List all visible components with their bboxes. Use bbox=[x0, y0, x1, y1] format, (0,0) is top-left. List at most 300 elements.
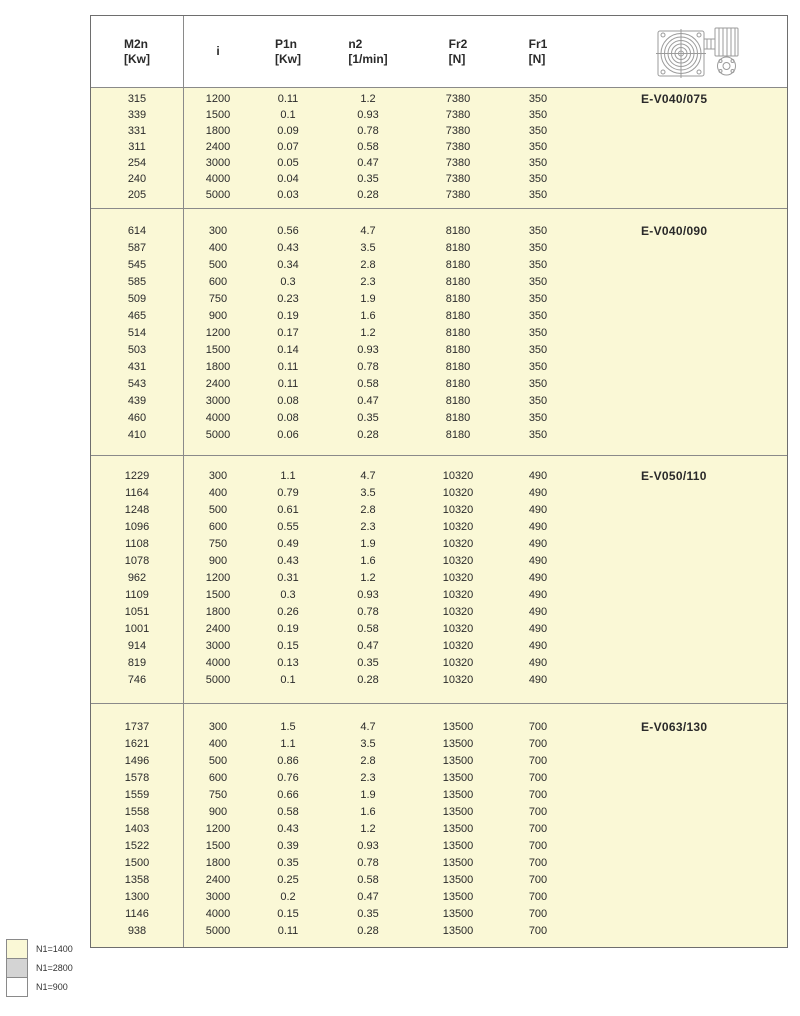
table-cell: 0.08 bbox=[277, 394, 299, 407]
table-row bbox=[91, 324, 787, 341]
table-cell: 10320 bbox=[442, 537, 474, 550]
model-label-spacer bbox=[573, 273, 787, 290]
table-cell: 0.35 bbox=[357, 173, 379, 185]
table-cell: 0.43 bbox=[277, 822, 299, 835]
table-row bbox=[91, 256, 787, 273]
table-cell: 1200 bbox=[205, 93, 231, 105]
table-cell: 0.35 bbox=[357, 411, 379, 424]
table-cell: 350 bbox=[528, 394, 548, 407]
table-cell: 465 bbox=[127, 309, 147, 322]
col-header-i-label: i bbox=[216, 44, 220, 58]
table-cell: 1.5 bbox=[280, 720, 296, 733]
table-cell: 5000 bbox=[205, 428, 231, 441]
table-row bbox=[91, 837, 787, 854]
table-cell: 0.13 bbox=[277, 656, 299, 669]
table-cell: 350 bbox=[528, 141, 548, 153]
table-cell: 1108 bbox=[125, 537, 149, 550]
table-cell: 1.6 bbox=[360, 554, 376, 567]
table-row bbox=[91, 671, 787, 688]
table-cell: 2.8 bbox=[360, 503, 376, 516]
col-header-fr2-unit: [N] bbox=[448, 51, 466, 66]
table-cell: 700 bbox=[528, 873, 548, 886]
table-cell: 4000 bbox=[205, 656, 231, 669]
table-cell: 1300 bbox=[124, 890, 150, 903]
table-cell: 0.78 bbox=[357, 125, 379, 137]
table-row bbox=[91, 187, 787, 203]
table-cell: 1078 bbox=[124, 554, 150, 567]
table-cell: 431 bbox=[127, 360, 147, 373]
model-label-spacer bbox=[573, 654, 787, 671]
table-cell: 1800 bbox=[205, 856, 231, 869]
table-cell: 8180 bbox=[445, 241, 471, 254]
table-row bbox=[91, 239, 787, 256]
table-cell: 700 bbox=[528, 754, 548, 767]
table-cell: 1109 bbox=[125, 588, 149, 601]
model-label-spacer bbox=[573, 518, 787, 535]
table-cell: 350 bbox=[528, 360, 548, 373]
table-cell: 0.78 bbox=[357, 856, 379, 869]
table-cell: 13500 bbox=[442, 924, 474, 937]
table-cell: 490 bbox=[528, 622, 548, 635]
table-cell: 2.3 bbox=[360, 275, 376, 288]
table-cell: 1200 bbox=[205, 571, 231, 584]
table-row bbox=[91, 375, 787, 392]
table-cell: 938 bbox=[127, 924, 147, 937]
table-row bbox=[91, 91, 787, 107]
table-cell: 0.05 bbox=[277, 157, 299, 169]
table-cell: 13500 bbox=[442, 720, 474, 733]
table-cell: 8180 bbox=[445, 343, 471, 356]
model-label-spacer bbox=[573, 620, 787, 637]
table-cell: 13500 bbox=[442, 822, 474, 835]
table-cell: 8180 bbox=[445, 275, 471, 288]
table-row bbox=[91, 888, 787, 905]
col-header-n2-label: n2 bbox=[348, 36, 363, 51]
table-cell: 1500 bbox=[205, 839, 231, 852]
table-cell: 10320 bbox=[442, 622, 474, 635]
table-cell: 350 bbox=[528, 343, 548, 356]
table-cell: 350 bbox=[528, 157, 548, 169]
table-cell: 350 bbox=[528, 411, 548, 424]
table-cell: 350 bbox=[528, 224, 548, 237]
table-cell: 350 bbox=[528, 189, 548, 201]
table-cell: 490 bbox=[528, 571, 548, 584]
table-cell: 500 bbox=[208, 503, 228, 516]
table-cell: 13500 bbox=[442, 737, 474, 750]
table-cell: 0.34 bbox=[277, 258, 299, 271]
col-header-product-image bbox=[573, 16, 787, 87]
model-label-spacer bbox=[573, 569, 787, 586]
table-cell: 350 bbox=[528, 109, 548, 121]
table-cell: 490 bbox=[528, 486, 548, 499]
table-cell: 700 bbox=[528, 924, 548, 937]
table-cell: 0.15 bbox=[277, 907, 299, 920]
table-row bbox=[91, 426, 787, 443]
table-cell: 1.2 bbox=[360, 93, 376, 105]
table-cell: 2.8 bbox=[360, 754, 376, 767]
table-cell: 0.61 bbox=[277, 503, 299, 516]
table-cell: 700 bbox=[528, 822, 548, 835]
table-cell: 1.6 bbox=[360, 309, 376, 322]
table-row bbox=[91, 222, 787, 239]
table-row bbox=[91, 620, 787, 637]
legend-swatch bbox=[6, 939, 28, 959]
table-row bbox=[91, 123, 787, 139]
model-label-spacer bbox=[573, 375, 787, 392]
legend-label: N1=2800 bbox=[36, 963, 73, 973]
legend-label: N1=1400 bbox=[36, 944, 73, 954]
table-cell: 1500 bbox=[205, 109, 231, 121]
table-cell: 0.35 bbox=[357, 656, 379, 669]
speed-color-legend bbox=[6, 939, 73, 997]
table-cell: 2400 bbox=[205, 141, 231, 153]
table-row bbox=[91, 603, 787, 620]
table-cell: 350 bbox=[528, 428, 548, 441]
table-cell: 0.58 bbox=[357, 377, 379, 390]
gearmotor-spec-table bbox=[90, 15, 788, 948]
col-header-n2 bbox=[323, 16, 413, 87]
table-cell: 0.78 bbox=[357, 360, 379, 373]
table-cell: 4000 bbox=[205, 173, 231, 185]
table-cell: 7380 bbox=[445, 109, 471, 121]
table-row bbox=[91, 552, 787, 569]
model-label-spacer bbox=[573, 501, 787, 518]
table-cell: 0.79 bbox=[277, 486, 299, 499]
table-cell: 10320 bbox=[442, 520, 474, 533]
table-cell: 7380 bbox=[445, 157, 471, 169]
table-cell: 0.39 bbox=[277, 839, 299, 852]
model-label-spacer bbox=[573, 324, 787, 341]
table-cell: 1.2 bbox=[360, 326, 376, 339]
table-cell: 0.17 bbox=[277, 326, 299, 339]
table-cell: 2400 bbox=[205, 622, 231, 635]
table-cell: 0.11 bbox=[277, 377, 299, 390]
table-cell: 240 bbox=[127, 173, 147, 185]
table-cell: 900 bbox=[208, 805, 228, 818]
table-cell: 0.2 bbox=[280, 890, 296, 903]
table-cell: 490 bbox=[528, 673, 548, 686]
table-block bbox=[91, 209, 787, 456]
table-cell: 700 bbox=[528, 788, 548, 801]
legend-swatch bbox=[6, 977, 28, 997]
table-cell: 1051 bbox=[124, 605, 150, 618]
table-cell: 8180 bbox=[445, 258, 471, 271]
table-cell: 0.47 bbox=[357, 639, 379, 652]
table-cell: 8180 bbox=[445, 360, 471, 373]
model-label: E-V050/110 bbox=[641, 468, 707, 483]
table-cell: 400 bbox=[208, 737, 228, 750]
table-row bbox=[91, 654, 787, 671]
table-cell: 4.7 bbox=[360, 720, 376, 733]
table-cell: 400 bbox=[208, 486, 228, 499]
table-cell: 350 bbox=[528, 241, 548, 254]
table-cell: 0.28 bbox=[357, 924, 379, 937]
table-row bbox=[91, 569, 787, 586]
table-cell: 5000 bbox=[205, 924, 231, 937]
table-cell: 1559 bbox=[124, 788, 150, 801]
table-cell: 4.7 bbox=[360, 224, 376, 237]
table-cell: 500 bbox=[208, 258, 228, 271]
table-cell: 8180 bbox=[445, 309, 471, 322]
table-row bbox=[91, 501, 787, 518]
table-row bbox=[91, 290, 787, 307]
table-cell: 350 bbox=[528, 93, 548, 105]
table-cell: 0.26 bbox=[277, 605, 299, 618]
col-header-m2n-label: M2n bbox=[124, 36, 148, 51]
table-row bbox=[91, 392, 787, 409]
model-label-spacer bbox=[573, 905, 787, 922]
model-label-spacer bbox=[573, 803, 787, 820]
model-label-spacer bbox=[573, 820, 787, 837]
table-cell: 614 bbox=[127, 224, 147, 237]
table-cell: 460 bbox=[127, 411, 147, 424]
col-header-n2-unit: [1/min] bbox=[348, 51, 388, 66]
table-cell: 490 bbox=[528, 520, 548, 533]
model-label-spacer bbox=[573, 171, 787, 187]
table-cell: 1.2 bbox=[360, 822, 376, 835]
table-cell: 700 bbox=[528, 737, 548, 750]
table-cell: 0.03 bbox=[277, 189, 299, 201]
col-header-fr1-unit: [N] bbox=[528, 51, 546, 66]
table-row bbox=[91, 307, 787, 324]
table-cell: 0.35 bbox=[277, 856, 299, 869]
table-cell: 750 bbox=[208, 788, 228, 801]
model-label-spacer bbox=[573, 341, 787, 358]
table-row bbox=[91, 786, 787, 803]
table-row bbox=[91, 467, 787, 484]
table-cell: 0.07 bbox=[277, 141, 299, 153]
table-cell: 10320 bbox=[442, 554, 474, 567]
table-cell: 503 bbox=[127, 343, 147, 356]
table-cell: 3.5 bbox=[360, 737, 376, 750]
table-cell: 0.04 bbox=[277, 173, 299, 185]
table-cell: 514 bbox=[127, 326, 147, 339]
table-row bbox=[91, 341, 787, 358]
table-cell: 7380 bbox=[445, 173, 471, 185]
table-cell: 10320 bbox=[442, 486, 474, 499]
table-cell: 7380 bbox=[445, 125, 471, 137]
legend-item bbox=[6, 958, 73, 978]
table-cell: 350 bbox=[528, 173, 548, 185]
table-cell: 350 bbox=[528, 292, 548, 305]
table-cell: 10320 bbox=[442, 673, 474, 686]
table-cell: 585 bbox=[127, 275, 147, 288]
table-row bbox=[91, 871, 787, 888]
table-cell: 13500 bbox=[442, 754, 474, 767]
table-cell: 3000 bbox=[205, 639, 231, 652]
table-cell: 350 bbox=[528, 309, 548, 322]
table-cell: 0.11 bbox=[277, 93, 299, 105]
col-header-m2n-unit: [Kw] bbox=[124, 51, 150, 66]
table-cell: 587 bbox=[127, 241, 147, 254]
table-cell: 0.35 bbox=[357, 907, 379, 920]
table-cell: 10320 bbox=[442, 571, 474, 584]
model-label-spacer bbox=[573, 426, 787, 443]
table-cell: 490 bbox=[528, 554, 548, 567]
table-cell: 0.11 bbox=[277, 924, 299, 937]
table-cell: 1558 bbox=[124, 805, 150, 818]
model-label: E-V063/130 bbox=[641, 719, 708, 734]
table-cell: 10320 bbox=[442, 469, 474, 482]
table-cell: 339 bbox=[127, 109, 147, 121]
table-cell: 1200 bbox=[205, 326, 231, 339]
table-cell: 13500 bbox=[442, 771, 474, 784]
col-header-i bbox=[183, 16, 253, 87]
table-cell: 10320 bbox=[442, 639, 474, 652]
model-label-spacer bbox=[573, 155, 787, 171]
table-cell: 8180 bbox=[445, 326, 471, 339]
legend-label: N1=900 bbox=[36, 982, 68, 992]
table-cell: 1500 bbox=[205, 343, 231, 356]
table-cell: 3.5 bbox=[360, 486, 376, 499]
model-label-spacer bbox=[573, 735, 787, 752]
table-cell: 0.31 bbox=[277, 571, 299, 584]
model-label-spacer bbox=[573, 187, 787, 203]
table-cell: 750 bbox=[208, 292, 228, 305]
table-cell: 0.08 bbox=[277, 411, 299, 424]
table-cell: 700 bbox=[528, 805, 548, 818]
table-cell: 490 bbox=[528, 469, 548, 482]
table-cell: 819 bbox=[127, 656, 147, 669]
table-block bbox=[91, 704, 787, 952]
col-header-p1n-unit: [Kw] bbox=[275, 51, 301, 66]
model-label-spacer bbox=[573, 671, 787, 688]
table-cell: 0.14 bbox=[277, 343, 299, 356]
table-cell: 2400 bbox=[205, 377, 231, 390]
table-row bbox=[91, 854, 787, 871]
table-cell: 13500 bbox=[442, 839, 474, 852]
table-cell: 900 bbox=[208, 554, 228, 567]
table-cell: 1146 bbox=[125, 907, 149, 920]
table-cell: 490 bbox=[528, 639, 548, 652]
table-cell: 0.93 bbox=[357, 839, 379, 852]
model-label-spacer bbox=[573, 586, 787, 603]
table-cell: 3.5 bbox=[360, 241, 376, 254]
table-cell: 0.93 bbox=[357, 588, 379, 601]
table-cell: 7380 bbox=[445, 93, 471, 105]
model-label-spacer bbox=[573, 752, 787, 769]
table-cell: 1096 bbox=[124, 520, 150, 533]
table-cell: 1.9 bbox=[360, 788, 376, 801]
table-cell: 350 bbox=[528, 258, 548, 271]
table-cell: 1358 bbox=[124, 873, 150, 886]
table-cell: 350 bbox=[528, 326, 548, 339]
table-cell: 8180 bbox=[445, 224, 471, 237]
table-cell: 3000 bbox=[205, 890, 231, 903]
col-header-fr1 bbox=[503, 16, 573, 87]
table-cell: 1800 bbox=[205, 125, 231, 137]
model-label-spacer bbox=[573, 786, 787, 803]
table-row bbox=[91, 586, 787, 603]
model-label-spacer bbox=[573, 392, 787, 409]
table-cell: 4.7 bbox=[360, 469, 376, 482]
table-row bbox=[91, 922, 787, 939]
table-row bbox=[91, 718, 787, 735]
table-cell: 700 bbox=[528, 720, 548, 733]
model-label-spacer bbox=[573, 123, 787, 139]
table-cell: 1.1 bbox=[280, 469, 296, 482]
table-cell: 5000 bbox=[205, 673, 231, 686]
table-cell: 0.3 bbox=[280, 275, 296, 288]
table-cell: 400 bbox=[208, 241, 228, 254]
table-row bbox=[91, 107, 787, 123]
table-cell: 0.1 bbox=[280, 109, 296, 121]
table-cell: 0.76 bbox=[277, 771, 299, 784]
table-row bbox=[91, 409, 787, 426]
table-cell: 490 bbox=[528, 503, 548, 516]
col-header-p1n bbox=[253, 16, 323, 87]
table-row bbox=[91, 155, 787, 171]
worm-gearmotor-icon bbox=[655, 24, 743, 80]
table-cell: 1229 bbox=[124, 469, 150, 482]
table-cell: 300 bbox=[208, 224, 228, 237]
table-cell: 13500 bbox=[442, 788, 474, 801]
table-cell: 439 bbox=[127, 394, 147, 407]
table-cell: 8180 bbox=[445, 411, 471, 424]
table-cell: 331 bbox=[127, 125, 147, 137]
table-cell: 490 bbox=[528, 537, 548, 550]
table-row bbox=[91, 535, 787, 552]
table-cell: 1496 bbox=[124, 754, 150, 767]
table-cell: 1.2 bbox=[360, 571, 376, 584]
table-row bbox=[91, 518, 787, 535]
model-label-spacer bbox=[573, 535, 787, 552]
table-cell: 10320 bbox=[442, 656, 474, 669]
table-cell: 600 bbox=[208, 520, 228, 533]
model-label-spacer bbox=[573, 139, 787, 155]
model-label-spacer bbox=[573, 552, 787, 569]
col-header-fr1-label: Fr1 bbox=[528, 36, 548, 51]
table-cell: 7380 bbox=[445, 141, 471, 153]
table-cell: 13500 bbox=[442, 890, 474, 903]
table-cell: 10320 bbox=[442, 503, 474, 516]
table-cell: 205 bbox=[127, 189, 147, 201]
table-cell: 1.9 bbox=[360, 292, 376, 305]
table-cell: 700 bbox=[528, 890, 548, 903]
table-cell: 0.86 bbox=[277, 754, 299, 767]
table-cell: 0.28 bbox=[357, 189, 379, 201]
table-row bbox=[91, 769, 787, 786]
table-cell: 0.55 bbox=[277, 520, 299, 533]
model-label-spacer bbox=[573, 637, 787, 654]
table-cell: 4000 bbox=[205, 411, 231, 424]
table-cell: 490 bbox=[528, 605, 548, 618]
model-label-spacer bbox=[573, 769, 787, 786]
table-cell: 8180 bbox=[445, 377, 471, 390]
table-cell: 8180 bbox=[445, 394, 471, 407]
model-label-spacer bbox=[573, 307, 787, 324]
table-cell: 1.9 bbox=[360, 537, 376, 550]
table-cell: 3000 bbox=[205, 157, 231, 169]
table-cell: 0.47 bbox=[357, 394, 379, 407]
table-block bbox=[91, 88, 787, 209]
table-cell: 1621 bbox=[124, 737, 150, 750]
legend-item bbox=[6, 939, 73, 959]
table-body bbox=[91, 88, 787, 952]
table-cell: 1500 bbox=[205, 588, 231, 601]
model-label-spacer bbox=[573, 239, 787, 256]
model-label-spacer bbox=[573, 409, 787, 426]
table-cell: 0.43 bbox=[277, 241, 299, 254]
table-cell: 0.19 bbox=[277, 622, 299, 635]
table-row bbox=[91, 358, 787, 375]
table-cell: 0.43 bbox=[277, 554, 299, 567]
col-header-p1n-label: P1n bbox=[275, 36, 298, 51]
table-cell: 1800 bbox=[205, 605, 231, 618]
table-row bbox=[91, 820, 787, 837]
model-label-spacer bbox=[573, 256, 787, 273]
table-cell: 13500 bbox=[442, 856, 474, 869]
